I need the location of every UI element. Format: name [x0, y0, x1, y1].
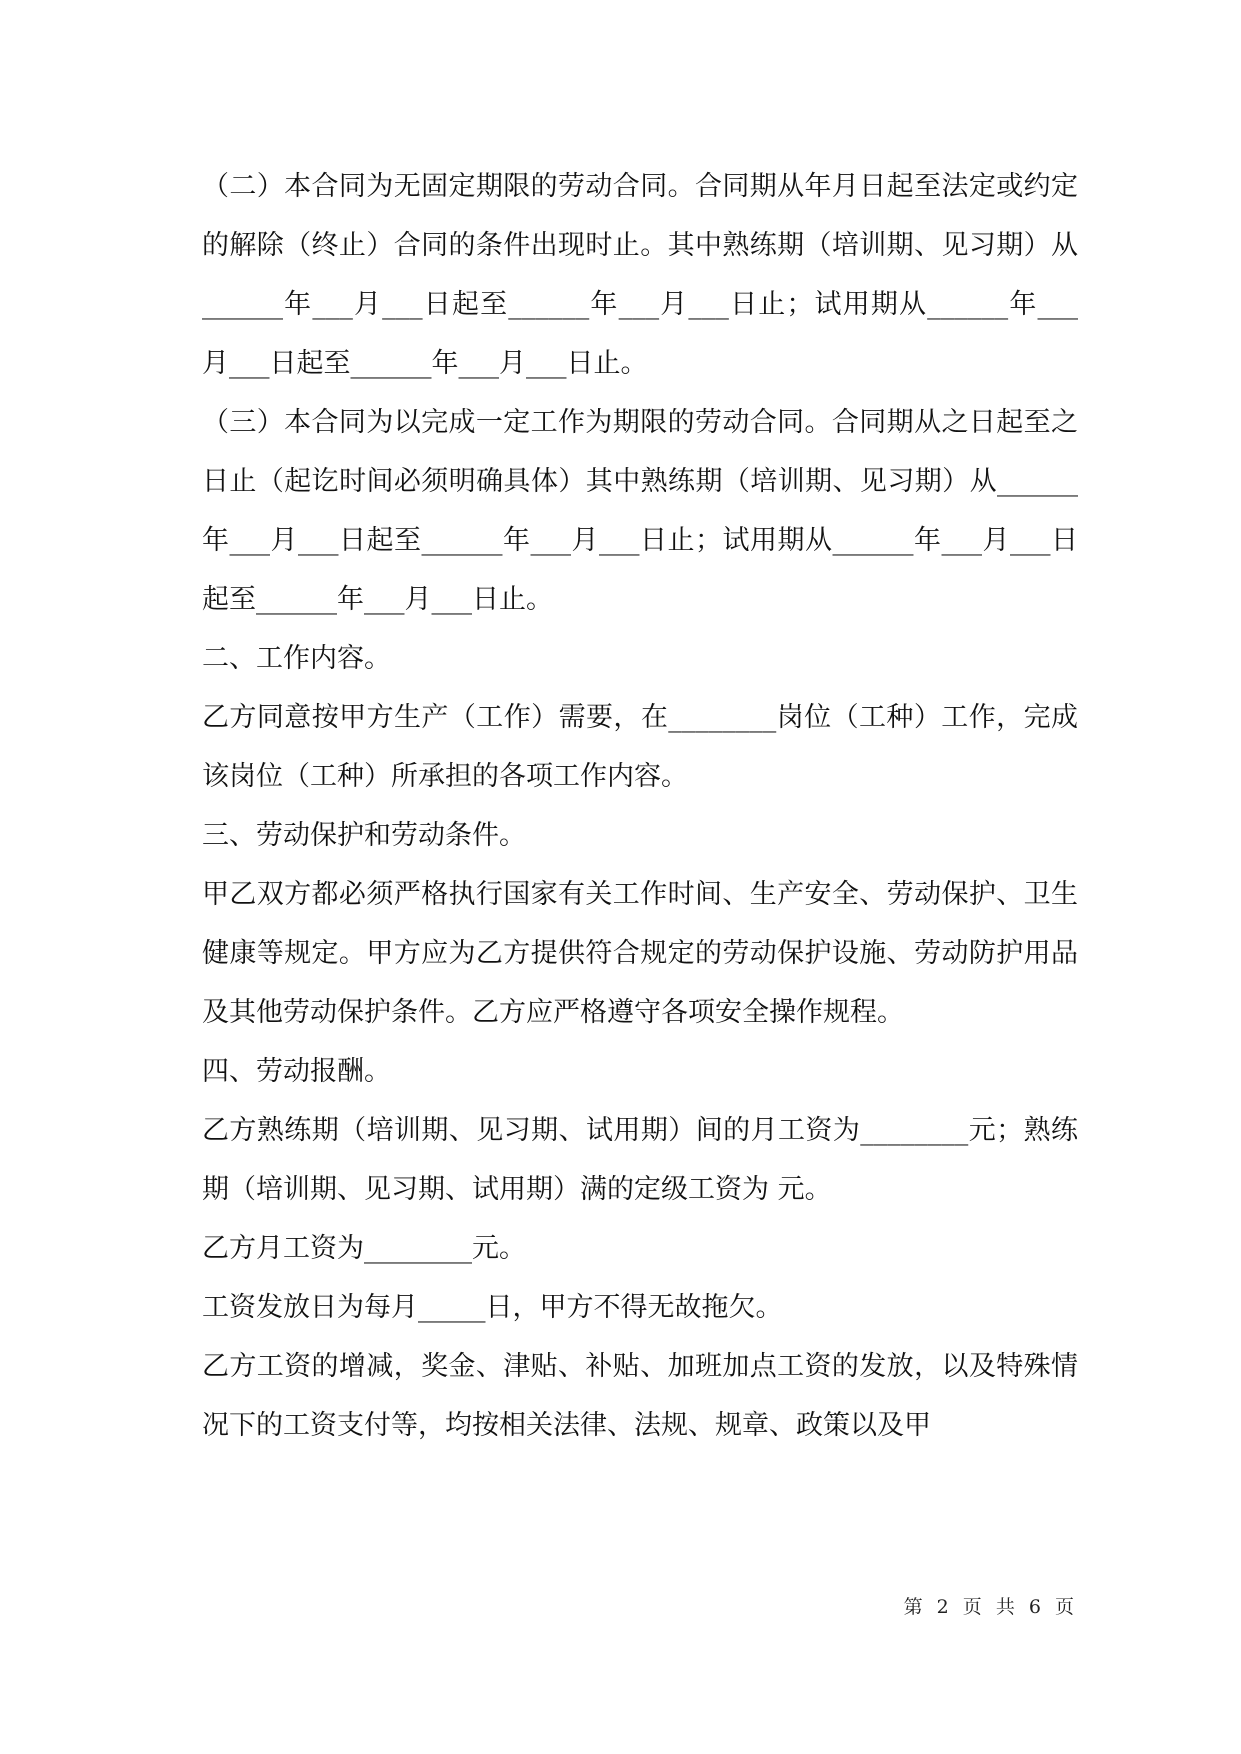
- paragraph-labor-protection: 甲乙双方都必须严格执行国家有关工作时间、生产安全、劳动保护、卫生健康等规定。甲方应为乙方提供符合规定的劳动保护设施、劳动防护用品及其他劳动保护条件。乙方应严格遵守各项安全操作规程。: [202, 879, 1078, 1028]
- paragraph-salary-adjustment: 乙方工资的增减，奖金、津贴、补贴、加班加点工资的发放，以及特殊情况下的工资支付等，均按相关法律、法规、规章、政策以及甲: [202, 1351, 1078, 1441]
- paragraph-probation-salary: 乙方熟练期（培训期、见习期、试用期）间的月工资为________元；熟练期（培训期、见习期、试用期）满的定级工资为 元。: [202, 1115, 1078, 1205]
- paragraph-payday: 工资发放日为每月_____日，甲方不得无故拖欠。: [202, 1292, 783, 1323]
- paragraph-monthly-salary: 乙方月工资为________元。: [202, 1233, 526, 1264]
- page-number-footer: 第 2 页 共 6 页: [903, 1596, 1078, 1618]
- heading-remuneration: 四、劳动报酬。: [202, 1056, 391, 1087]
- heading-labor-protection: 三、劳动保护和劳动条件。: [202, 820, 526, 851]
- document-body: [188, 157, 1078, 1455]
- paragraph-task-term: （三）本合同为以完成一定工作为期限的劳动合同。合同期从之日起至之日止（起讫时间必须明确具体）其中熟练期（培训期、见习期）从______年___月___日起至______年___月___日止；试用期从______年___月___日起至______年___月___日止。: [202, 407, 1078, 615]
- paragraph-fixed-term: （二）本合同为无固定期限的劳动合同。合同期从年月日起至法定或约定的解除（终止）合同的条件出现时止。其中熟练期（培训期、见习期）从______年___月___日起至______年___月___日止；试用期从______年___月___日起至______年___月___日止。: [202, 171, 1078, 379]
- heading-work-content: 二、工作内容。: [202, 643, 391, 674]
- paragraph-work-content: 乙方同意按甲方生产（工作）需要，在________岗位（工种）工作，完成该岗位（工种）所承担的各项工作内容。: [202, 702, 1078, 792]
